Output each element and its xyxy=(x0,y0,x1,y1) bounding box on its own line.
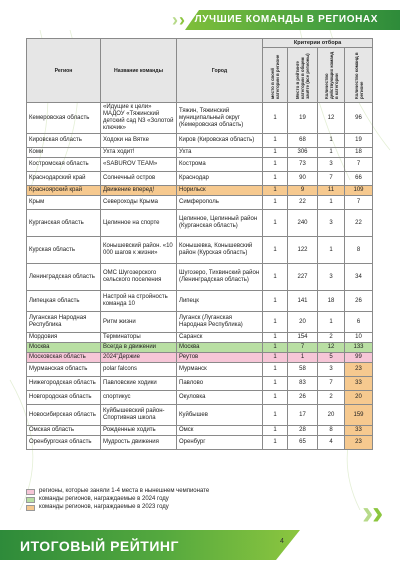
cell-c1: 1 xyxy=(263,312,288,333)
cell-team: «Идущие к цели» МАДОУ «Тяжинский детский сад N3 «Золотой ключик» xyxy=(101,103,177,134)
cell-c2: 26 xyxy=(288,391,318,405)
legend-swatch-orange xyxy=(26,505,35,511)
cell-c2: 122 xyxy=(288,237,318,264)
cell-c3: 20 xyxy=(318,405,345,426)
cell-region: Ленинградская область xyxy=(27,264,101,291)
cell-region: Красноярский край xyxy=(27,186,101,196)
cell-c3: 1 xyxy=(318,196,345,210)
cell-c4: 99 xyxy=(345,353,373,363)
header-c3: Количество действующих команд в категории xyxy=(318,48,345,103)
cell-c3: 18 xyxy=(318,291,345,312)
cell-team: Рожденные ходить xyxy=(101,426,177,436)
cell-c2: 227 xyxy=(288,264,318,291)
cell-c4: 33 xyxy=(345,377,373,391)
table-row xyxy=(27,186,373,196)
cell-c4: 22 xyxy=(345,210,373,237)
cell-region: Оренбургская область xyxy=(27,436,101,450)
table-row xyxy=(27,343,373,353)
top-banner xyxy=(0,10,400,30)
cell-city: Шугозеро, Тихвинский район (Ленинградская область) xyxy=(177,264,263,291)
table-row xyxy=(27,353,373,363)
cell-city: Окуловка xyxy=(177,391,263,405)
cell-c3: 4 xyxy=(318,436,345,450)
cell-city: Омск xyxy=(177,426,263,436)
cell-city: Луганск (Луганская Народная Республика) xyxy=(177,312,263,333)
header-city: Город xyxy=(177,39,263,103)
cell-region: Луганская Народная Республика xyxy=(27,312,101,333)
legend-label: команды регионов, награждаемые в 2023 году xyxy=(39,504,169,510)
cell-c1: 1 xyxy=(263,148,288,158)
cell-c2: 17 xyxy=(288,405,318,426)
chevron-right-icon: › xyxy=(362,494,374,532)
legend-swatch-green xyxy=(26,497,35,503)
cell-region: Краснодарский край xyxy=(27,172,101,186)
cell-team: Терминаторы xyxy=(101,333,177,343)
legend xyxy=(26,488,229,512)
cell-team: Солнечный остров xyxy=(101,172,177,186)
table-row xyxy=(27,148,373,158)
cell-city: Москва xyxy=(177,343,263,353)
cell-region: Омская область xyxy=(27,426,101,436)
cell-team: Куйбышевский район-Спортивная школа xyxy=(101,405,177,426)
cell-c4: 19 xyxy=(345,134,373,148)
cell-team: «SABUROV TEAM» xyxy=(101,158,177,172)
cell-c4: 96 xyxy=(345,103,373,134)
cell-city: Мурманск xyxy=(177,363,263,377)
cell-c1: 1 xyxy=(263,405,288,426)
cell-c4: 20 xyxy=(345,391,373,405)
cell-region: Новосибирская область xyxy=(27,405,101,426)
cell-c4: 7 xyxy=(345,196,373,210)
cell-c1: 1 xyxy=(263,436,288,450)
cell-c2: 73 xyxy=(288,158,318,172)
table-row xyxy=(27,391,373,405)
cell-city: Павлово xyxy=(177,377,263,391)
cell-c2: 19 xyxy=(288,103,318,134)
cell-c3: 7 xyxy=(318,172,345,186)
page-number: 4 xyxy=(280,538,284,545)
header-criteria: Критерии отбора xyxy=(263,39,373,48)
cell-c4: 18 xyxy=(345,148,373,158)
table-row xyxy=(27,405,373,426)
cell-c2: 1 xyxy=(288,353,318,363)
cell-team: ОМС Шугозерского сельского поселения xyxy=(101,264,177,291)
cell-c3: 11 xyxy=(318,186,345,196)
cell-c2: 20 xyxy=(288,312,318,333)
cell-team: polar falcons xyxy=(101,363,177,377)
cell-c4: 23 xyxy=(345,363,373,377)
cell-c2: 9 xyxy=(288,186,318,196)
table-row xyxy=(27,210,373,237)
cell-c2: 7 xyxy=(288,343,318,353)
cell-team: Мудрость движения xyxy=(101,436,177,450)
cell-c1: 1 xyxy=(263,353,288,363)
cell-city: Липецк xyxy=(177,291,263,312)
cell-team: Ухта ходит! xyxy=(101,148,177,158)
table-row xyxy=(27,196,373,210)
chevron-right-icon: › xyxy=(179,10,185,30)
header-c4: Количество команд в регионе xyxy=(345,48,373,103)
cell-region: Москва xyxy=(27,343,101,353)
cell-team: 2024"Держие xyxy=(101,353,177,363)
table-row xyxy=(27,158,373,172)
cell-c2: 65 xyxy=(288,436,318,450)
footer-title: ИТОГОВЫЙ РЕЙТИНГ xyxy=(20,538,179,554)
cell-c4: 33 xyxy=(345,426,373,436)
cell-c4: 6 xyxy=(345,312,373,333)
cell-region: Новгородская область xyxy=(27,391,101,405)
header-region: Регион xyxy=(27,39,101,103)
cell-c1: 1 xyxy=(263,264,288,291)
cell-c2: 154 xyxy=(288,333,318,343)
legend-swatch-pink xyxy=(26,489,35,495)
cell-c2: 90 xyxy=(288,172,318,186)
cell-c2: 28 xyxy=(288,426,318,436)
cell-team: Североходы Крыма xyxy=(101,196,177,210)
table-row xyxy=(27,237,373,264)
cell-city: Норильск xyxy=(177,186,263,196)
cell-c3: 3 xyxy=(318,210,345,237)
cell-city: Кострома xyxy=(177,158,263,172)
cell-region: Нижегородская область xyxy=(27,377,101,391)
cell-c3: 1 xyxy=(318,134,345,148)
table-row xyxy=(27,103,373,134)
cell-c3: 3 xyxy=(318,264,345,291)
cell-c4: 26 xyxy=(345,291,373,312)
cell-c4: 133 xyxy=(345,343,373,353)
cell-region: Кировская область xyxy=(27,134,101,148)
table-row xyxy=(27,377,373,391)
header-c2: Место в рейтинге категории в общем зачёте (все регионы) xyxy=(288,48,318,103)
cell-region: Костромская область xyxy=(27,158,101,172)
cell-team: Движение вперед! xyxy=(101,186,177,196)
cell-c1: 1 xyxy=(263,363,288,377)
cell-team: Целинное на спорте xyxy=(101,210,177,237)
cell-c1: 1 xyxy=(263,210,288,237)
cell-c4: 109 xyxy=(345,186,373,196)
cell-region: Кемеровская область xyxy=(27,103,101,134)
cell-city: Краснодар xyxy=(177,172,263,186)
legend-label: команды регионов, награждаемые в 2024 году xyxy=(39,496,169,502)
cell-c4: 7 xyxy=(345,158,373,172)
cell-c3: 1 xyxy=(318,237,345,264)
cell-c1: 1 xyxy=(263,291,288,312)
cell-city: Реутов xyxy=(177,353,263,363)
cell-c3: 3 xyxy=(318,158,345,172)
cell-c2: 83 xyxy=(288,377,318,391)
cell-c2: 141 xyxy=(288,291,318,312)
cell-region: Коми xyxy=(27,148,101,158)
cell-team: Настрой на стройность команда 10 xyxy=(101,291,177,312)
table-row xyxy=(27,312,373,333)
cell-c4: 23 xyxy=(345,436,373,450)
cell-team: Ритм жизни xyxy=(101,312,177,333)
legend-item xyxy=(26,496,229,503)
legend-item xyxy=(26,488,229,495)
cell-c3: 1 xyxy=(318,148,345,158)
cell-c3: 7 xyxy=(318,377,345,391)
cell-c1: 1 xyxy=(263,172,288,186)
cell-city: Оренбург xyxy=(177,436,263,450)
cell-c2: 306 xyxy=(288,148,318,158)
cell-c1: 1 xyxy=(263,237,288,264)
cell-team: Всегда в движении xyxy=(101,343,177,353)
header-team: Название команды xyxy=(101,39,177,103)
header-c1: место в своей категории в регионе xyxy=(263,48,288,103)
cell-city: Целинное, Целинный район (Курганская область) xyxy=(177,210,263,237)
cell-region: Мордовия xyxy=(27,333,101,343)
chevron-right-icon: › xyxy=(172,10,178,30)
table-row xyxy=(27,134,373,148)
legend-label: регионы, которые заняли 1-4 места в нынешнем чемпионате xyxy=(39,488,210,494)
cell-c4: 34 xyxy=(345,264,373,291)
cell-c1: 1 xyxy=(263,196,288,210)
cell-city: Саранск xyxy=(177,333,263,343)
cell-c1: 1 xyxy=(263,186,288,196)
cell-c1: 1 xyxy=(263,103,288,134)
cell-c1: 1 xyxy=(263,391,288,405)
cell-region: Липецкая область xyxy=(27,291,101,312)
cell-c3: 1 xyxy=(318,312,345,333)
cell-team: Ходоки на Вятке xyxy=(101,134,177,148)
cell-c4: 8 xyxy=(345,237,373,264)
cell-c1: 1 xyxy=(263,134,288,148)
cell-region: Крым xyxy=(27,196,101,210)
cell-city: Ухта xyxy=(177,148,263,158)
cell-city: Конышевка, Конышевский район (Курская область) xyxy=(177,237,263,264)
table-row xyxy=(27,436,373,450)
cell-c1: 1 xyxy=(263,343,288,353)
cell-c3: 8 xyxy=(318,426,345,436)
cell-c1: 1 xyxy=(263,377,288,391)
cell-city: Симферополь xyxy=(177,196,263,210)
cell-c3: 12 xyxy=(318,343,345,353)
table-row xyxy=(27,291,373,312)
cell-team: Павловские ходики xyxy=(101,377,177,391)
cell-c1: 1 xyxy=(263,333,288,343)
cell-city: Куйбышев xyxy=(177,405,263,426)
table-row xyxy=(27,172,373,186)
page-title: ЛУЧШИЕ КОМАНДЫ В РЕГИОНАХ xyxy=(194,14,378,25)
table-row xyxy=(27,264,373,291)
cell-c3: 2 xyxy=(318,333,345,343)
cell-region: Курганская область xyxy=(27,210,101,237)
cell-team: спортикус xyxy=(101,391,177,405)
legend-item xyxy=(26,504,229,511)
table-row xyxy=(27,333,373,343)
cell-team: Конышевский район. «10 000 шагов к жизни» xyxy=(101,237,177,264)
cell-region: Московская область xyxy=(27,353,101,363)
cell-c2: 68 xyxy=(288,134,318,148)
cell-c3: 2 xyxy=(318,391,345,405)
cell-c3: 5 xyxy=(318,353,345,363)
cell-city: Тяжин, Тяжинский муниципальный округ (Кемеровская область) xyxy=(177,103,263,134)
chevron-right-icon: › xyxy=(372,494,384,532)
cell-c4: 66 xyxy=(345,172,373,186)
cell-c3: 3 xyxy=(318,363,345,377)
cell-region: Мурманская область xyxy=(27,363,101,377)
cell-c2: 22 xyxy=(288,196,318,210)
table-row xyxy=(27,363,373,377)
footer-banner xyxy=(0,522,400,566)
cell-c1: 1 xyxy=(263,426,288,436)
cell-city: Киров (Кировская область) xyxy=(177,134,263,148)
table-row xyxy=(27,426,373,436)
cell-c1: 1 xyxy=(263,158,288,172)
ranking-table xyxy=(26,38,373,450)
cell-c2: 58 xyxy=(288,363,318,377)
cell-region: Курская область xyxy=(27,237,101,264)
cell-c3: 12 xyxy=(318,103,345,134)
cell-c2: 240 xyxy=(288,210,318,237)
cell-c4: 10 xyxy=(345,333,373,343)
cell-c4: 159 xyxy=(345,405,373,426)
